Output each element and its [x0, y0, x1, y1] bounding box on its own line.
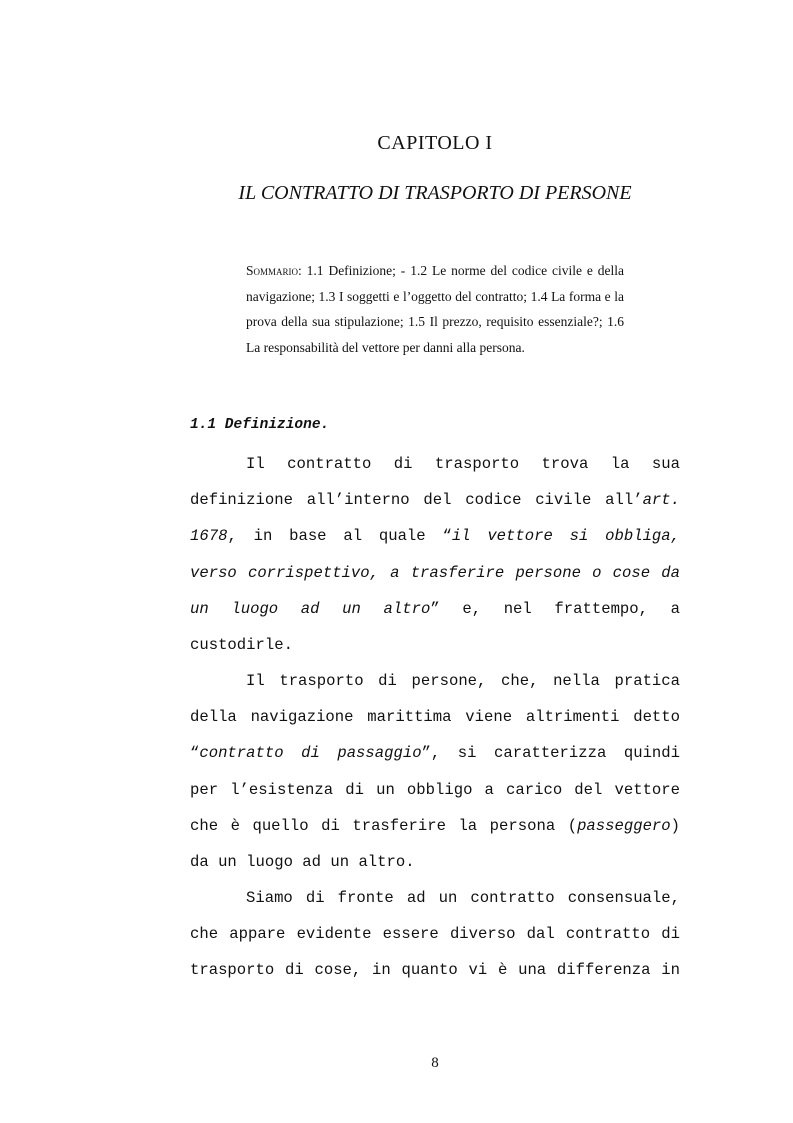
text-run: “ — [190, 744, 200, 762]
body-line: che appare evidente essere diverso dal contratto di — [190, 925, 680, 943]
body-line: per l’esistenza di un obbligo a carico del vettore — [190, 781, 680, 799]
text-run-italic: 1678 — [190, 527, 228, 545]
section-heading: 1.1 Definizione. — [190, 417, 330, 433]
text-run-italic: passeggero — [577, 817, 671, 835]
text-run-italic: un luogo ad un altro — [190, 600, 431, 618]
body-line — [190, 597, 680, 621]
text-run: che è quello di trasferire la persona ( — [190, 817, 578, 835]
chapter-summary — [246, 258, 624, 360]
text-run: ” e, nel frattempo, a — [430, 600, 681, 618]
summary-label: Sommario: — [246, 263, 302, 278]
body-line — [190, 488, 680, 512]
text-run: , in base al quale “ — [227, 527, 452, 545]
body-line: trasporto di cose, in quanto vi è una differenza in — [190, 961, 680, 979]
body-line: da un luogo ad un altro. — [190, 853, 415, 871]
chapter-title: IL CONTRATTO DI TRASPORTO DI PERSONE — [238, 182, 632, 204]
body-line: Il trasporto di persone, che, nella pratica — [246, 672, 680, 690]
body-line: della navigazione marittima viene altrimenti detto — [190, 708, 680, 726]
chapter-label: CAPITOLO I — [377, 132, 493, 154]
body-line: Siamo di fronte ad un contratto consensuale, — [246, 889, 680, 907]
text-run-italic: il vettore si obbliga, — [451, 527, 681, 545]
body-line — [190, 814, 680, 838]
summary-text: 1.1 Definizione; - 1.2 Le norme del codice civile e della navigazione; 1.3 I soggetti e l’oggetto del contratto; 1.4 La forma e la prova della sua stipulazione; 1.5 Il prezzo, requisito essenziale?; 1.6 La responsabilità del vettore per danni alla persona. — [246, 263, 624, 355]
body-line: verso corrispettivo, a trasferire persone o cose da — [190, 564, 680, 582]
body-line — [190, 524, 680, 548]
text-run-italic: contratto di passaggio — [199, 744, 422, 762]
body-line: Il contratto di trasporto trova la sua — [246, 455, 680, 473]
page-number: 8 — [431, 1055, 439, 1071]
body-line — [190, 741, 680, 765]
text-run-italic: art. — [642, 491, 680, 509]
body-line: custodirle. — [190, 636, 293, 654]
text-run: ”, si caratterizza quindi — [421, 744, 680, 762]
text-run: ) — [670, 817, 680, 835]
text-run: definizione all’interno del codice civile all’ — [190, 491, 643, 509]
